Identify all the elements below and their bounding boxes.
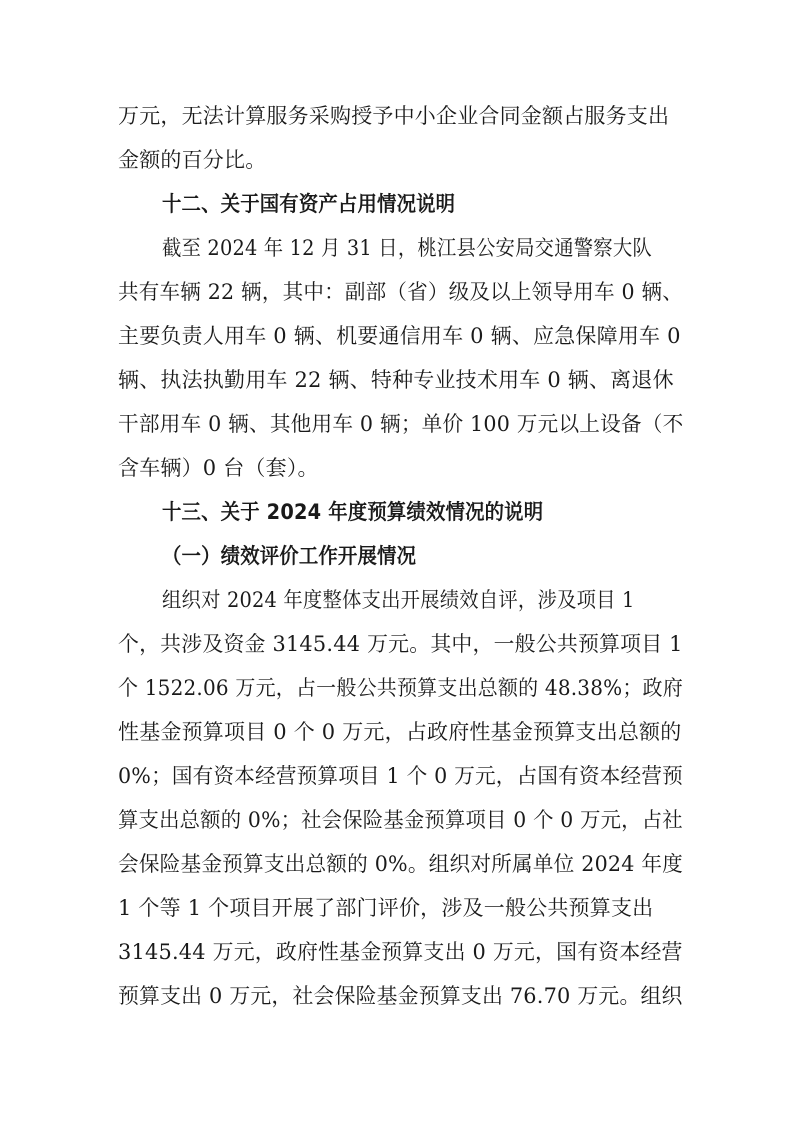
text-line: 辆、执法执勤用车 22 辆、特种专业技术用车 0 辆、离退休 — [118, 368, 674, 392]
text-line: 个 1522.06 万元，占一般公共预算支出总额的 48.38%；政府 — [118, 676, 683, 700]
text-line: 金额的百分比。 — [118, 148, 267, 172]
text-line: 预算支出 0 万元，社会保险基金预算支出 76.70 万元。组织 — [118, 984, 683, 1008]
text-line: 干部用车 0 辆、其他用车 0 辆；单价 100 万元以上设备（不 — [118, 412, 684, 436]
text-line: 会保险基金预算支出总额的 0%。组织对所属单位 2024 年度 — [118, 852, 683, 876]
text-line: 共有车辆 22 辆，其中：副部（省）级及以上领导用车 0 辆、 — [118, 280, 683, 304]
subsection-heading: （一）绩效评价工作开展情况 — [162, 544, 417, 568]
text-line: 性基金预算项目 0 个 0 万元，占政府性基金预算支出总额的 — [118, 720, 682, 744]
text-line: 万元，无法计算服务采购授予中小企业合同金额占服务支出 — [118, 104, 670, 128]
text-line: 个，共涉及资金 3145.44 万元。其中，一般公共预算项目 1 — [118, 632, 683, 656]
section-heading: 十三、关于 2024 年度预算绩效情况的说明 — [162, 500, 544, 524]
text-line: 组织对 2024 年度整体支出开展绩效自评，涉及项目 1 — [162, 588, 635, 612]
text-line: 算支出总额的 0%；社会保险基金预算项目 0 个 0 万元，占社 — [118, 808, 683, 832]
text-line: 主要负责人用车 0 辆、机要通信用车 0 辆、应急保障用车 0 — [118, 324, 681, 348]
section-heading: 十二、关于国有资产占用情况说明 — [162, 192, 456, 216]
text-line: 截至 2024 年 12 月 31 日，桃江县公安局交通警察大队 — [162, 236, 652, 260]
text-line: 1 个等 1 个项目开展了部门评价，涉及一般公共预算支出 — [118, 896, 654, 920]
text-line: 3145.44 万元，政府性基金预算支出 0 万元，国有资本经营 — [118, 940, 683, 964]
text-line: 含车辆）0 台（套）。 — [118, 456, 319, 480]
text-line: 0%；国有资本经营预算项目 1 个 0 万元，占国有资本经营预 — [118, 764, 683, 788]
